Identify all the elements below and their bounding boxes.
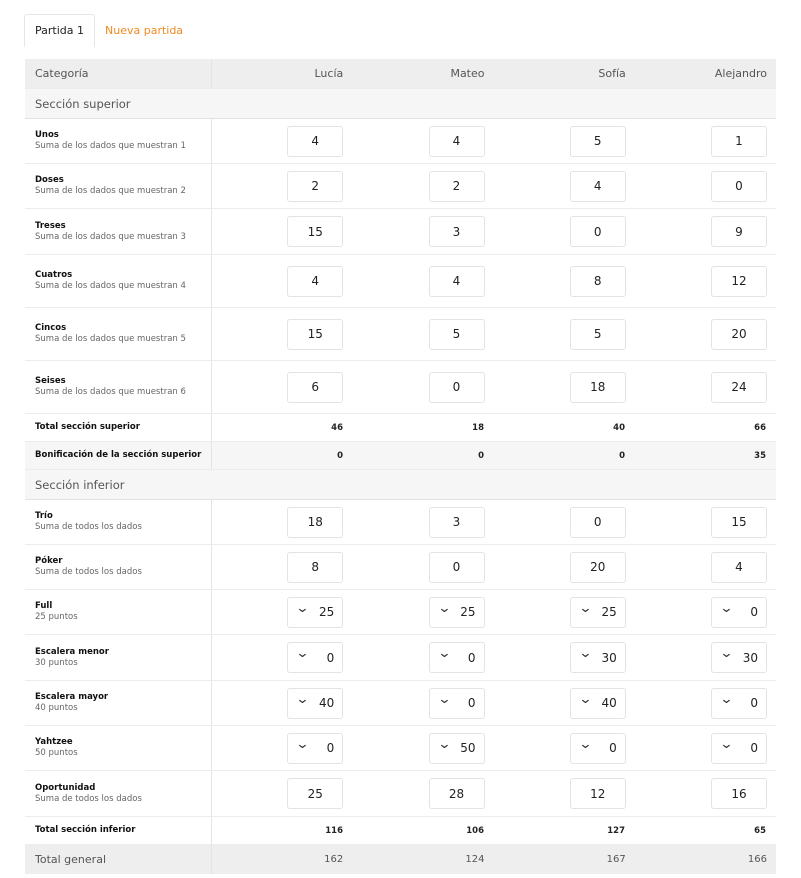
player-score-cell	[495, 635, 636, 680]
grand-total-cell: 124	[465, 854, 485, 865]
player-score-cell	[636, 545, 776, 589]
score-select[interactable]	[287, 688, 343, 719]
player-score-cell	[636, 209, 776, 254]
score-input[interactable]: 0	[570, 507, 626, 538]
total-value: 66	[754, 422, 766, 433]
score-input[interactable]: 8	[287, 552, 343, 583]
score-input[interactable]: 5	[429, 319, 485, 350]
player-score-cell	[636, 119, 776, 163]
player-score-cell	[212, 635, 353, 680]
player-score-cell	[495, 361, 636, 413]
total-value: 127	[607, 825, 625, 836]
player-score-cell	[495, 209, 636, 254]
score-input[interactable]: 3	[429, 507, 485, 538]
score-select[interactable]	[429, 688, 485, 719]
score-select[interactable]	[711, 733, 767, 764]
header-player-1: Mateo	[450, 67, 485, 80]
score-row	[25, 164, 776, 209]
section-lower	[25, 470, 776, 500]
score-row	[25, 726, 776, 771]
score-row	[25, 119, 776, 164]
player-score-cell	[212, 771, 353, 816]
score-input[interactable]: 4	[429, 126, 485, 157]
player-score-cell	[212, 119, 353, 163]
category-description: Suma de todos los dados	[35, 567, 142, 577]
player-score-cell	[212, 308, 353, 360]
category-cell	[25, 545, 212, 589]
player-score-cell	[353, 771, 494, 816]
player-score-cell	[495, 545, 636, 589]
header-player-2: Sofía	[598, 67, 626, 80]
category-cell	[25, 681, 212, 725]
player-score-cell	[353, 361, 494, 413]
score-value: 25	[601, 605, 617, 619]
score-row	[25, 255, 776, 308]
category-description: Suma de los dados que muestran 2	[35, 186, 186, 196]
player-score-cell	[212, 255, 353, 307]
category-description: Suma de los dados que muestran 6	[35, 387, 186, 397]
category-description: 40 puntos	[35, 703, 78, 713]
chevron-down-icon: ⌄	[295, 646, 310, 661]
chevron-down-icon: ⌄	[719, 600, 734, 616]
score-input[interactable]: 5	[570, 319, 626, 350]
score-select[interactable]	[287, 642, 343, 673]
score-input[interactable]: 2	[429, 171, 485, 202]
section-title: Sección inferior	[35, 477, 125, 492]
player-score-cell	[353, 209, 494, 254]
player-score-cell	[353, 500, 494, 544]
total-label-cell	[25, 817, 212, 844]
score-value: 0	[467, 650, 476, 665]
tab-bar	[24, 14, 193, 47]
score-select[interactable]	[287, 597, 343, 628]
section-upper	[25, 89, 776, 119]
category-name: Seises	[35, 376, 66, 386]
section-title: Sección superior	[35, 96, 131, 111]
score-input[interactable]: 18	[570, 372, 626, 403]
total-cell	[635, 442, 776, 469]
category-cell	[25, 209, 212, 254]
grand-total-cell: 162	[324, 854, 344, 865]
chevron-down-icon: ⌄	[295, 691, 310, 707]
score-value: 0	[750, 605, 758, 619]
score-select[interactable]	[711, 642, 767, 673]
category-description: 25 puntos	[35, 612, 78, 622]
total-value: 35	[754, 450, 766, 461]
total-cell	[494, 442, 635, 469]
score-input[interactable]: 12	[711, 266, 767, 297]
score-input[interactable]: 20	[711, 319, 767, 350]
player-score-cell	[212, 209, 353, 254]
category-name: Escalera mayor	[35, 692, 109, 702]
score-select[interactable]	[429, 733, 485, 764]
total-label: Bonificación de la sección superior	[35, 450, 202, 460]
category-description: 30 puntos	[35, 657, 78, 668]
total-cell	[353, 442, 494, 469]
score-select[interactable]	[570, 642, 626, 673]
total-cell	[212, 817, 353, 844]
total-label-cell	[25, 442, 212, 469]
category-cell	[25, 308, 212, 360]
score-value: 50	[460, 741, 476, 755]
total-value: 40	[613, 422, 625, 433]
player-score-cell	[495, 255, 636, 307]
total-cell	[635, 817, 776, 844]
score-input[interactable]: 9	[711, 216, 767, 247]
lower-total-row	[25, 817, 776, 845]
category-name: Póker	[35, 556, 63, 566]
upper-total-row	[25, 414, 776, 442]
header-category: Categoría	[25, 59, 212, 88]
score-row	[25, 590, 776, 635]
category-description: Suma de los dados que muestran 1	[35, 141, 186, 151]
category-description: 50 puntos	[35, 748, 78, 758]
category-name: Cincos	[35, 323, 67, 333]
score-value: 0	[326, 650, 335, 665]
score-input[interactable]: 0	[429, 372, 485, 403]
category-cell	[25, 771, 212, 816]
score-value: 0	[750, 741, 758, 755]
player-score-cell	[212, 545, 353, 589]
total-cell	[494, 817, 635, 844]
tab-new-game[interactable]: Nueva partida	[105, 24, 184, 37]
total-value: 18	[472, 422, 484, 433]
score-value: 30	[742, 650, 758, 665]
total-label-cell	[25, 414, 212, 441]
category-cell	[25, 255, 212, 307]
player-score-cell	[636, 771, 776, 816]
score-value: 30	[601, 650, 617, 665]
category-name: Treses	[35, 220, 66, 231]
player-score-cell	[353, 308, 494, 360]
player-score-cell	[636, 255, 776, 307]
score-input[interactable]: 2	[287, 171, 343, 202]
score-input[interactable]: 0	[570, 216, 626, 247]
score-input[interactable]: 4	[711, 552, 767, 583]
player-score-cell	[212, 164, 353, 208]
header-player-0: Lucía	[314, 67, 344, 80]
category-cell	[25, 590, 212, 634]
player-score-cell	[495, 681, 636, 725]
category-cell	[25, 119, 212, 163]
grand-total-cell: 166	[747, 854, 767, 865]
score-input[interactable]: 12	[570, 778, 626, 809]
score-select[interactable]	[711, 688, 767, 719]
score-row	[25, 308, 776, 361]
score-input[interactable]: 15	[287, 216, 343, 247]
score-input[interactable]: 3	[429, 216, 485, 247]
player-score-cell	[636, 164, 776, 208]
total-value: 65	[754, 825, 766, 836]
score-row	[25, 361, 776, 414]
score-input[interactable]: 0	[429, 552, 485, 583]
score-row	[25, 209, 776, 255]
grand-total-row	[25, 845, 776, 874]
player-score-cell	[495, 308, 636, 360]
score-value: 25	[460, 605, 476, 619]
player-score-cell	[212, 726, 353, 770]
score-input[interactable]: 5	[570, 126, 626, 157]
category-name: Yahtzee	[35, 737, 73, 747]
score-input[interactable]: 24	[711, 372, 767, 403]
score-table	[25, 59, 776, 874]
category-name: Full	[35, 601, 53, 611]
score-input[interactable]: 16	[711, 778, 767, 809]
score-input[interactable]: 8	[570, 266, 626, 297]
category-cell	[25, 164, 212, 208]
total-cell	[635, 414, 776, 441]
player-score-cell	[636, 590, 776, 634]
score-input[interactable]: 15	[711, 507, 767, 538]
score-row	[25, 635, 776, 681]
player-score-cell	[636, 361, 776, 413]
total-label: Total sección superior	[35, 422, 140, 432]
total-value: 0	[619, 450, 625, 461]
chevron-down-icon: ⌄	[578, 646, 593, 661]
score-select[interactable]	[570, 733, 626, 764]
score-input[interactable]: 25	[287, 778, 343, 809]
player-score-cell	[495, 726, 636, 770]
score-input[interactable]: 6	[287, 372, 343, 403]
chevron-down-icon: ⌄	[436, 600, 452, 616]
player-score-cell	[212, 500, 353, 544]
score-select[interactable]	[711, 597, 767, 628]
total-cell	[212, 442, 353, 469]
total-cell	[353, 817, 494, 844]
chevron-down-icon: ⌄	[295, 600, 310, 616]
grand-total-label: Total general	[25, 845, 212, 874]
score-input[interactable]: 28	[429, 778, 485, 809]
score-input[interactable]: 4	[287, 266, 343, 297]
category-description: Suma de los dados que muestran 4	[35, 281, 186, 291]
category-cell	[25, 635, 212, 680]
score-value: 40	[318, 696, 335, 710]
category-description: Suma de todos los dados	[35, 522, 142, 532]
table-header	[25, 59, 776, 89]
score-row	[25, 500, 776, 545]
category-cell	[25, 361, 212, 413]
player-score-cell	[636, 308, 776, 360]
category-description: Suma de los dados que muestran 5	[35, 334, 186, 344]
score-select[interactable]	[429, 642, 485, 673]
player-score-cell	[353, 681, 494, 725]
player-score-cell	[495, 771, 636, 816]
player-score-cell	[353, 635, 494, 680]
upper-bonus-row	[25, 442, 776, 470]
score-select[interactable]	[570, 597, 626, 628]
total-cell	[494, 414, 635, 441]
category-description: Suma de todos los dados	[35, 793, 142, 804]
player-score-cell	[212, 361, 353, 413]
total-label: Total sección inferior	[35, 825, 136, 835]
category-name: Doses	[35, 175, 64, 185]
player-score-cell	[636, 726, 776, 770]
player-score-cell	[636, 681, 776, 725]
category-name: Oportunidad	[35, 782, 96, 793]
score-value: 0	[467, 696, 476, 710]
score-value: 40	[601, 696, 617, 710]
player-score-cell	[353, 545, 494, 589]
total-cell	[212, 414, 353, 441]
score-value: 0	[326, 741, 335, 755]
total-cell	[353, 414, 494, 441]
header-player-3: Alejandro	[714, 67, 767, 80]
player-score-cell	[353, 119, 494, 163]
player-score-cell	[495, 119, 636, 163]
player-score-cell	[353, 726, 494, 770]
score-input[interactable]: 20	[570, 552, 626, 583]
grand-total-cell: 167	[606, 854, 626, 865]
score-row	[25, 771, 776, 817]
score-input[interactable]: 4	[287, 126, 343, 157]
chevron-down-icon: ⌄	[436, 646, 452, 661]
category-cell	[25, 500, 212, 544]
player-score-cell	[495, 500, 636, 544]
chevron-down-icon: ⌄	[436, 691, 452, 707]
score-value: 0	[609, 741, 617, 755]
category-name: Unos	[35, 130, 59, 140]
player-score-cell	[212, 590, 353, 634]
total-value: 106	[466, 825, 484, 836]
score-input[interactable]: 4	[429, 266, 485, 297]
score-row	[25, 681, 776, 726]
tab-partida-1[interactable]: Partida 1	[24, 14, 95, 47]
score-value: 25	[318, 605, 335, 619]
score-input[interactable]: 18	[287, 507, 343, 538]
category-name: Trío	[35, 511, 53, 521]
score-input[interactable]: 15	[287, 319, 343, 350]
player-score-cell	[212, 681, 353, 725]
score-input[interactable]: 4	[570, 171, 626, 202]
score-input[interactable]: 0	[711, 171, 767, 202]
chevron-down-icon: ⌄	[719, 646, 734, 661]
player-score-cell	[636, 635, 776, 680]
player-score-cell	[495, 164, 636, 208]
score-row	[25, 545, 776, 590]
score-select[interactable]	[287, 733, 343, 764]
category-cell	[25, 726, 212, 770]
chevron-down-icon: ⌄	[436, 736, 452, 752]
total-value: 0	[478, 450, 484, 461]
total-value: 46	[331, 422, 343, 433]
player-score-cell	[353, 164, 494, 208]
category-name: Escalera menor	[35, 646, 109, 657]
category-description: Suma de los dados que muestran 3	[35, 231, 186, 242]
player-score-cell	[636, 500, 776, 544]
player-score-cell	[495, 590, 636, 634]
total-value: 116	[325, 825, 343, 836]
chevron-down-icon: ⌄	[578, 691, 593, 707]
score-value: 0	[750, 696, 758, 710]
score-input[interactable]: 1	[711, 126, 767, 157]
chevron-down-icon: ⌄	[295, 736, 310, 752]
category-name: Cuatros	[35, 270, 73, 280]
score-select[interactable]	[429, 597, 485, 628]
score-select[interactable]	[570, 688, 626, 719]
chevron-down-icon: ⌄	[578, 600, 593, 616]
chevron-down-icon: ⌄	[578, 736, 593, 752]
player-score-cell	[353, 255, 494, 307]
player-score-cell	[353, 590, 494, 634]
total-value: 0	[337, 450, 343, 461]
chevron-down-icon: ⌄	[719, 691, 734, 707]
chevron-down-icon: ⌄	[719, 736, 734, 752]
